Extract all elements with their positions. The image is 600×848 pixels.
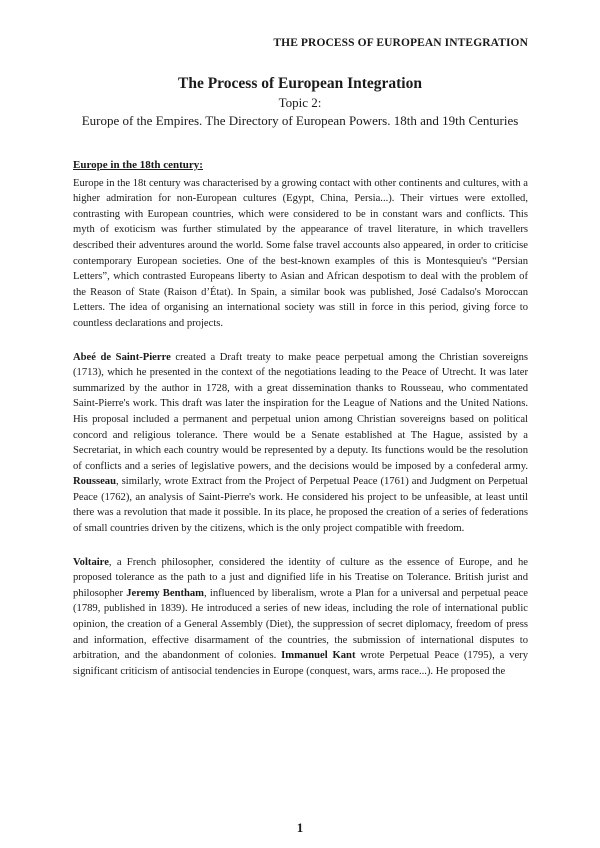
document-title: The Process of European Integration: [178, 75, 422, 92]
paragraph-3: [73, 555, 528, 680]
document-subtitle: Europe of the Empires. The Directory of European Powers. 18th and 19th Centuries: [81, 113, 519, 128]
person-name: Abeé de Saint-Pierre: [73, 351, 171, 363]
paragraph-text: , similarly, wrote Extract from the Project of Perpetual Peace (1761) and Judgment on Perpetual Peace (1762), an analysis of Saint-Pierre's work. He considered his project to be unfeasible, at least until there was a revolution that made it possible. In its place, he proposed the creation of a series of federations of small countries driven by the citizens, which is the only project compatible with freedom.: [73, 476, 528, 535]
body-text: [73, 158, 528, 697]
person-name: Jeremy Bentham: [126, 587, 205, 599]
person-name: Immanuel Kant: [281, 650, 356, 662]
paragraph-text: created a Draft treaty to make peace perpetual among the Christian sovereigns (1713), which he presented in the context of the negotiations leading to the Peace of Utrecht. It was later summarized by the author in 1728, with a great dissemination thanks to Rousseau, who commentated Saint-Pierre's work. This draft was later the inspiration for the League of Nations and the United Nations. His proposal included a permanent and perpetual union among Christian sovereigns based on political concord and religious tolerance. There would be a Senate established at The Hague, assisted by a Secretariat, in which each country would be represented by a deputy. Its functions would be the resolution of conflicts and a series of legislative powers, and the decisions would be imposed by a confederal army.: [73, 351, 528, 472]
running-header: THE PROCESS OF EUROPEAN INTEGRATION: [273, 37, 528, 49]
paragraph-text: wrote Perpetual Peace (1795), a very significant criticism of antisocial tendencies in Europe (conquest, wars, arms race...). He proposed the: [73, 650, 529, 677]
page-number: 1: [296, 820, 304, 835]
paragraph-1: Europe in the 18t century was characterised by a growing contact with other continents and cultures, with a higher admiration for non-European cultures (Egypt, China, Persia...). Their virtues were extolled, contrasting with European countries, which were considered to be in constant wars and conflicts. This myth of exoticism was further stimulated by the appearance of travel literature, in which travellers described their adventures around the world. Some false travel accounts also appeared, in order to criticise contemporary European societies. One of the best-known examples of this is Montesquieu's “Persian Letters”, which contrasted Europeans liberty to Asian and African despotism to deal with the problem of the Reason of State (Raison d’État). In Spain, a similar book was published, José Cadalso's Moroccan Letters. The idea of organising an international society was still in force in this period, giving force to countless declarations and projects.: [73, 177, 528, 329]
person-name: Rousseau: [73, 476, 116, 488]
person-name: Voltaire: [73, 556, 109, 568]
paragraph-text: , a French philosopher, considered the identity of culture as the essence of Europe, and he proposed tolerance as the path to a just and dignified life in his Treatise on Tolerance. British jurist and philosopher: [73, 556, 528, 599]
topic-label: Topic 2:: [278, 95, 322, 110]
section-heading: Europe in the 18th century:: [73, 159, 203, 171]
paragraph-2: [73, 350, 528, 537]
paragraph-text: , influenced by liberalism, wrote a Plan for a universal and perpetual peace (1789, published in 1839). He introduced a series of new ideas, including the role of international public opinion, the creation of a General Assembly (Diet), the suppression of secret diplomacy, freedom of press and information, effective disarmament of the countries, the submission of international disputes to arbitration, and the abandonment of colonies.: [73, 587, 528, 662]
title-block: [72, 74, 528, 130]
